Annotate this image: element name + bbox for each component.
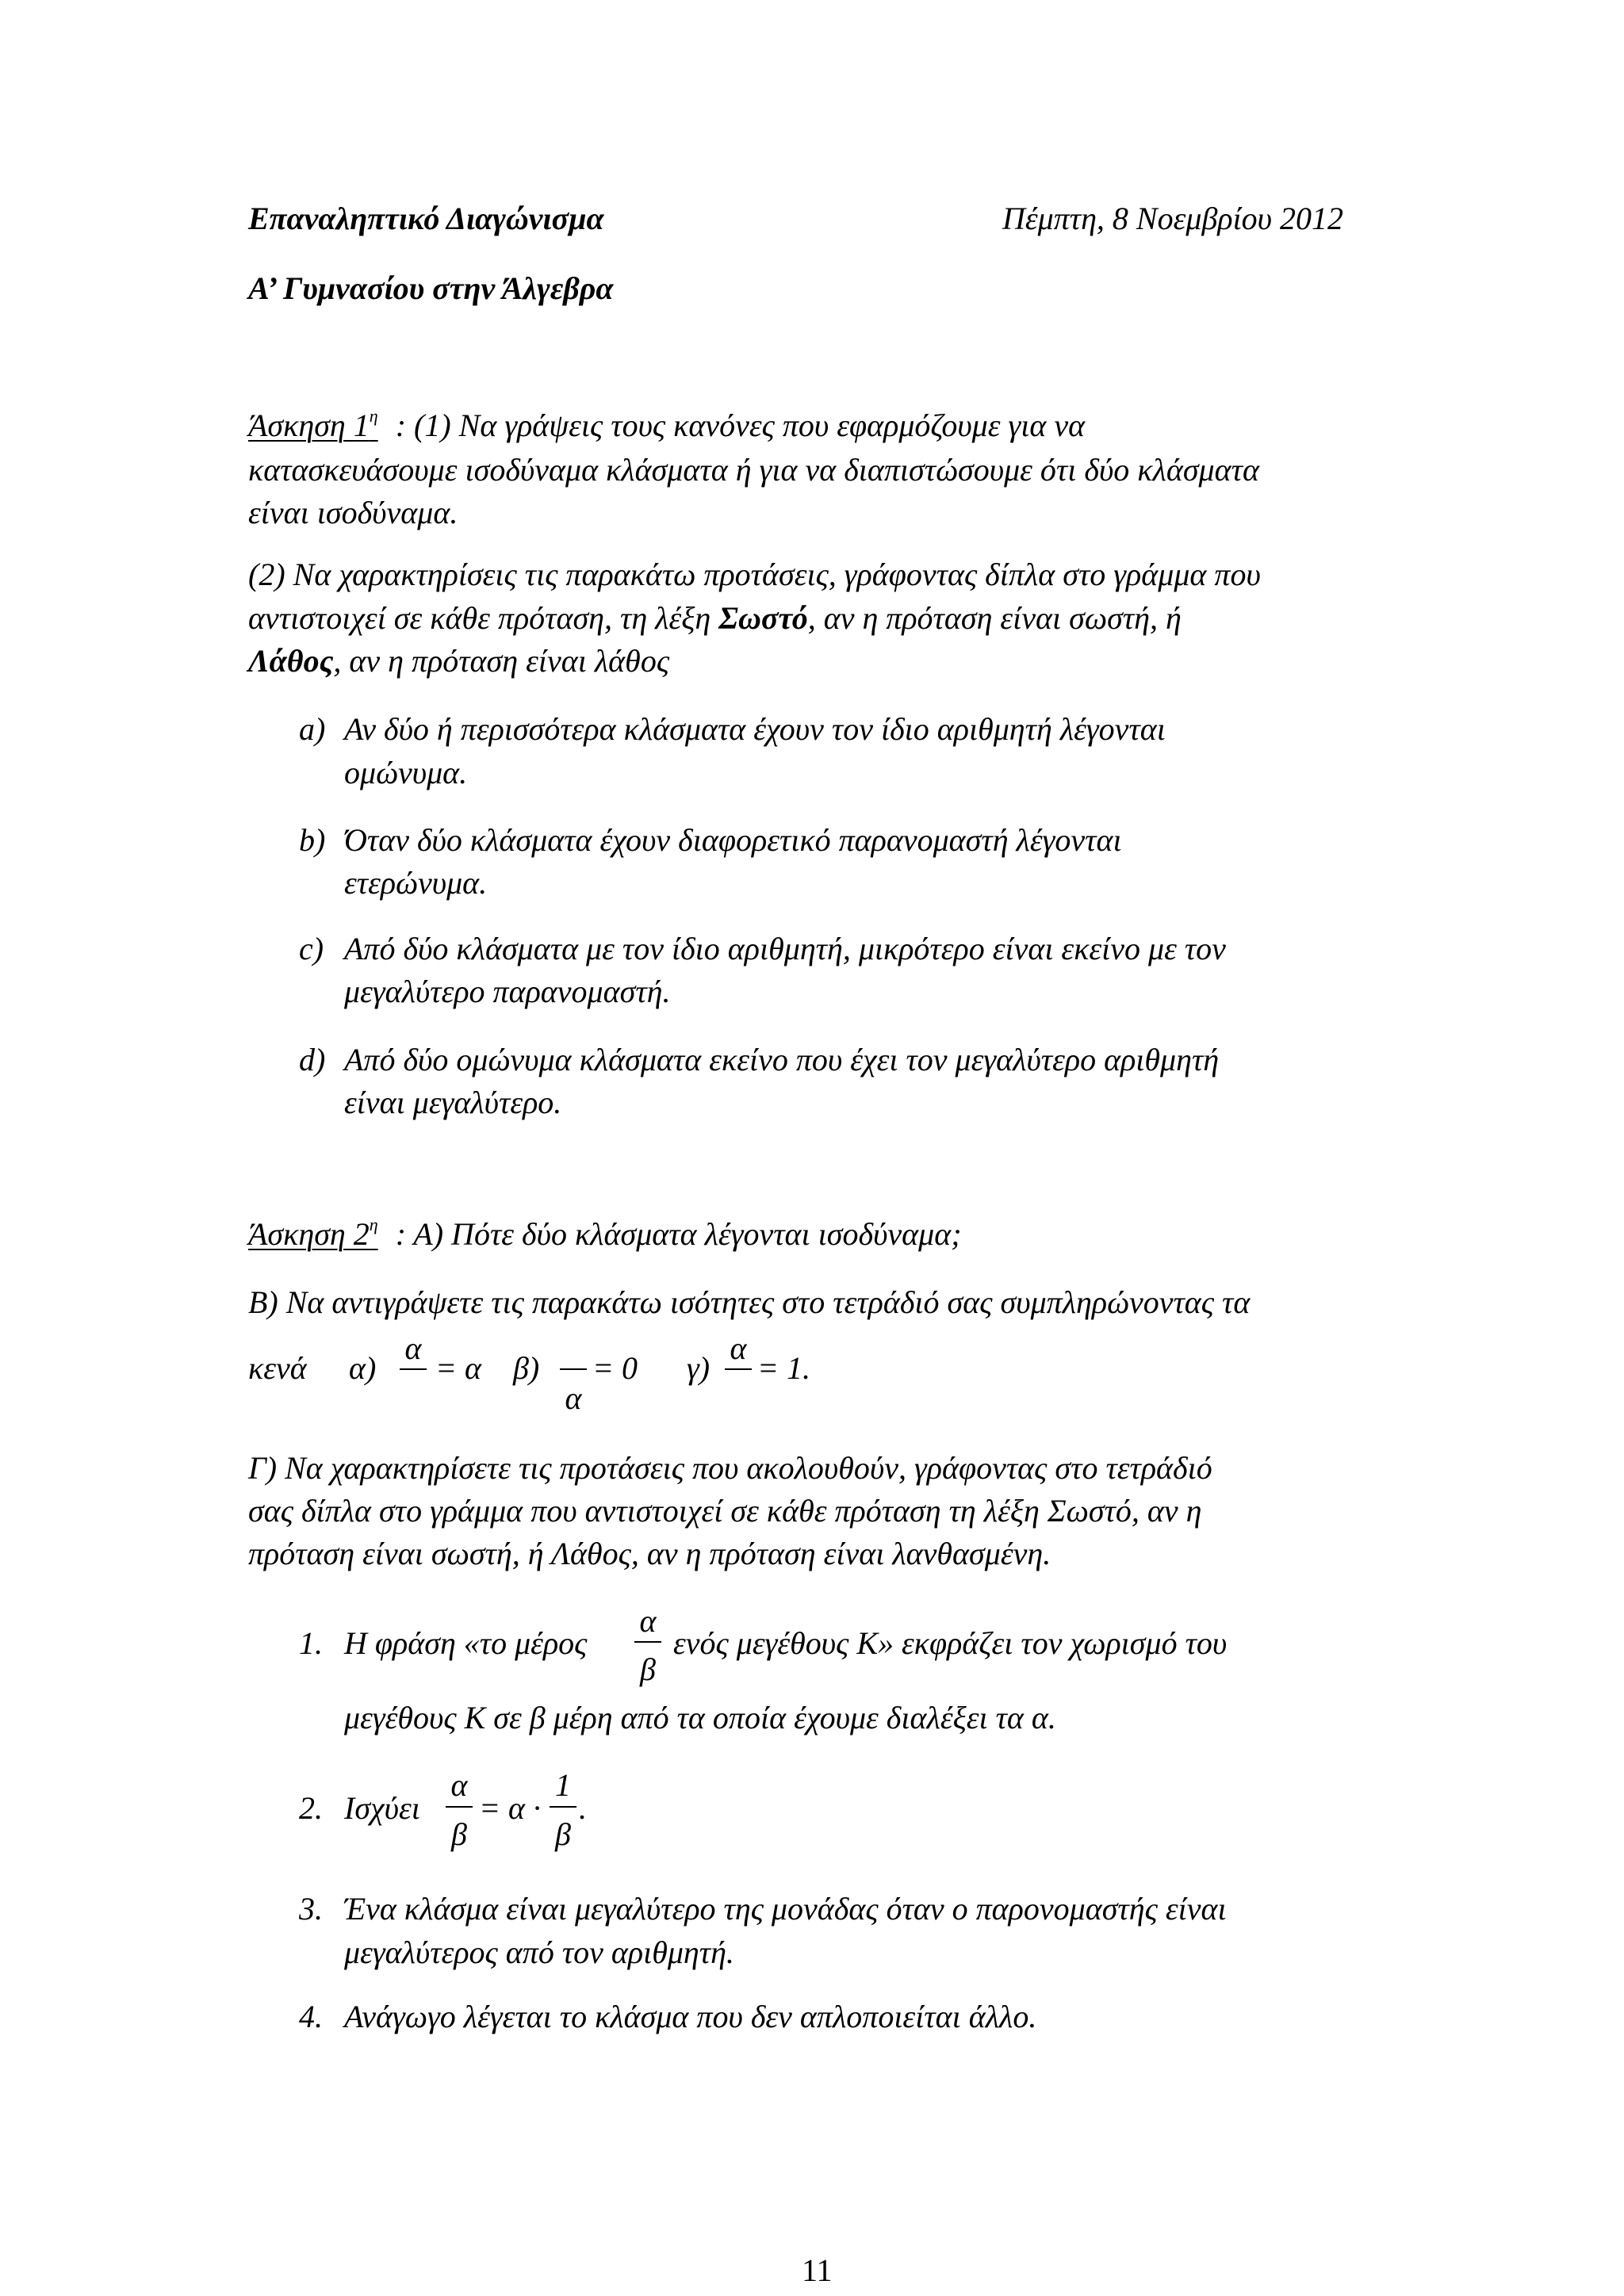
fraction-denominator: β xyxy=(555,1816,571,1852)
fraction-bar xyxy=(634,1641,661,1643)
exercise-1-label: Άσκηση $1^\eta$ xyxy=(248,406,378,443)
list-item-marker: d) xyxy=(299,1042,326,1077)
equation-a-label: α) xyxy=(349,1350,377,1386)
document-title: Επαναληπτικό Διαγώνισμα xyxy=(248,201,604,236)
fraction-bar xyxy=(400,1368,427,1370)
list-item-marker: a) xyxy=(299,711,326,747)
fraction-denominator: α xyxy=(565,1380,582,1416)
list-item: ομώνυμα. xyxy=(344,755,468,790)
list-item: μεγέθους Κ σε β μέρη από τα οποία έχουμε διαλέξει τα α. xyxy=(344,1700,1056,1735)
exercise-2-part-g-line: σας δίπλα στο γράμμα που αντιστοιχεί σε κάθε πρόταση τη λέξη Σωστό, αν η xyxy=(248,1493,1202,1529)
exercise-1-part2-line: αντιστοιχεί σε κάθε πρόταση, τη λέξη Σωστό, αν η πρόταση είναι σωστή, ή xyxy=(248,600,1182,636)
fraction-numerator: α xyxy=(730,1330,747,1366)
list-item: . xyxy=(579,1790,587,1826)
list-item: Όταν δύο κλάσματα έχουν διαφορετικό παρανομαστή λέγονται xyxy=(344,822,1122,858)
fraction-numerator: α xyxy=(639,1603,657,1639)
blank-label: κενά xyxy=(248,1350,307,1386)
list-item: μεγαλύτερο παρανομαστή. xyxy=(344,974,671,1009)
exercise-2-part-g-line: Γ) Να χαρακτηρίσετε τις προτάσεις που ακολουθούν, γράφοντας στο τετράδιό xyxy=(248,1450,1212,1486)
fraction-numerator: α xyxy=(404,1330,422,1366)
list-item: Ισχύει xyxy=(344,1790,420,1826)
list-item: Ένα κλάσμα είναι μεγαλύτερο της μονάδας όταν ο παρονομαστής είναι xyxy=(344,1891,1227,1927)
document-subtitle: Α’ Γυμνασίου στην Άλγεβρα xyxy=(248,270,614,306)
exercise-2-part-b: Β) Να αντιγράψετε τις παρακάτω ισότητες στο τετράδιό σας συμπληρώνοντας τα xyxy=(248,1284,1251,1320)
fraction-denominator: β xyxy=(640,1651,656,1687)
list-item-marker: c) xyxy=(299,931,324,966)
equation-b-label: β) xyxy=(513,1350,540,1386)
list-item: Από δύο κλάσματα με τον ίδιο αριθμητή, μικρότερο είναι εκείνο με τον xyxy=(344,931,1226,966)
list-item-marker: 2. xyxy=(299,1790,323,1826)
exercise-1-part2-line: (2) Να χαρακτηρίσεις τις παρακάτω προτάσεις, γράφοντας δίπλα στο γράμμα που xyxy=(248,557,1261,592)
list-item-marker: 1. xyxy=(299,1625,323,1661)
exercise-1-part1-line: κατασκευάσουμε ισοδύναμα κλάσματα ή για να διαπιστώσουμε ότι δύο κλάσματα xyxy=(248,452,1259,488)
exercise-2-part-g-line: πρόταση είναι σωστή, ή Λάθος, αν η πρόταση είναι λανθασμένη. xyxy=(248,1536,1051,1571)
page-number: 11 xyxy=(802,2252,833,2288)
fraction-denominator: β xyxy=(451,1816,467,1852)
exercise-2-label: Άσκηση $2^\eta$ xyxy=(248,1215,378,1252)
equation-c-label: γ) xyxy=(687,1350,710,1386)
fraction-bar xyxy=(446,1806,473,1808)
list-item: Από δύο ομώνυμα κλάσματα εκείνο που έχει τον μεγαλύτερο αριθμητή xyxy=(344,1042,1220,1077)
exercise-2-heading xyxy=(248,1215,962,1252)
list-item: Η φράση «το μέρος xyxy=(344,1625,588,1661)
exercise-1-part2-line: Λάθος, αν η πρόταση είναι λάθος xyxy=(248,643,670,679)
document-date: Πέμπτη, 8 Νοεμβρίου 2012 xyxy=(1002,201,1344,236)
equation-c-rhs: = 1. xyxy=(757,1350,810,1386)
list-item: ενός μεγέθους Κ» εκφράζει τον χωρισμό του xyxy=(673,1625,1228,1661)
exercise-1-part1-line: είναι ισοδύναμα. xyxy=(248,495,458,530)
equation-a-rhs: = α xyxy=(435,1350,481,1386)
list-item: Ανάγωγο λέγεται το κλάσμα που δεν απλοποιείται άλλο. xyxy=(344,1999,1037,2034)
list-item: ετερώνυμα. xyxy=(344,865,488,901)
list-item: = α · xyxy=(479,1790,541,1826)
list-item: Αν δύο ή περισσότερα κλάσματα έχουν τον ίδιο αριθμητή λέγονται xyxy=(344,711,1166,747)
fraction-numerator: α xyxy=(450,1767,468,1803)
fraction-bar xyxy=(560,1368,587,1370)
exercise-1-part1-line: : (1) Να γράψεις τους κανόνες που εφαρμόζουμε για να xyxy=(395,408,1086,443)
exercise-1-heading xyxy=(248,406,1086,443)
word-wrong: Λάθος xyxy=(248,643,334,679)
list-item-marker: 3. xyxy=(299,1891,323,1927)
list-item: είναι μεγαλύτερο. xyxy=(344,1085,562,1120)
list-item-marker: 4. xyxy=(299,1999,323,2034)
equation-b-rhs: = 0 xyxy=(592,1350,638,1386)
word-correct: Σωστό xyxy=(718,600,808,636)
list-item: μεγαλύτερος από τον αριθμητή. xyxy=(344,1934,734,1970)
fraction-numerator: 1 xyxy=(555,1767,571,1803)
exercise-2-part-a: : Α) Πότε δύο κλάσματα λέγονται ισοδύναμα; xyxy=(395,1216,962,1252)
list-item-marker: b) xyxy=(299,822,326,858)
fraction-bar xyxy=(725,1368,752,1370)
fraction-bar xyxy=(550,1806,576,1808)
